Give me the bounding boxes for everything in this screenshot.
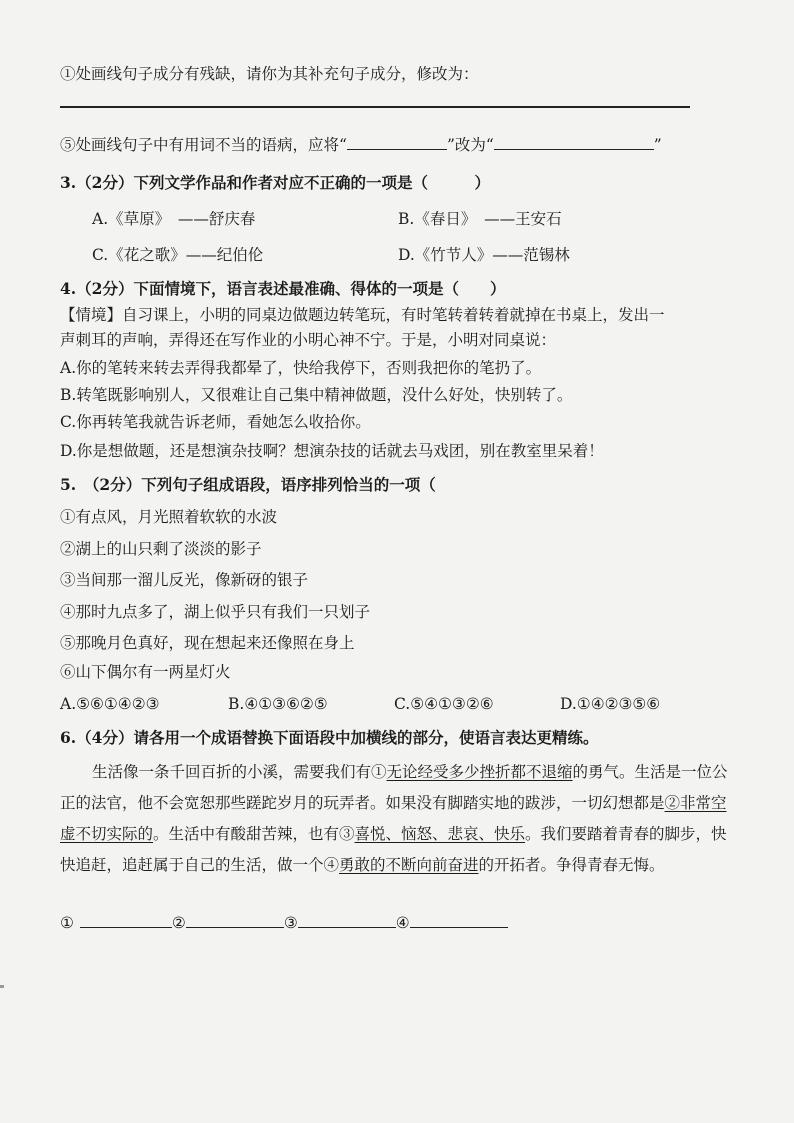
q2-blank-original[interactable] [347, 135, 447, 150]
q2-blank-replacement[interactable] [494, 135, 654, 150]
q5-sentence-5: ⑤那晚月色真好，现在想起来还像照在身上 [60, 634, 355, 652]
q6-answer-blank-3[interactable] [298, 913, 396, 928]
q6-answer-blank-1[interactable] [80, 913, 172, 928]
q6-stem: 6.（4分）请各用一个成语替换下面语段中加横线的部分，使语言表达更精练。 [60, 728, 599, 747]
q5-option-d: D.①④②③⑤⑥ [560, 695, 661, 713]
q5-sentence-1: ①有点风，月光照着软软的水波 [60, 508, 278, 526]
q5-sentence-6: ⑥山下偶尔有一两星灯火 [60, 663, 231, 681]
q4-context-2: 声刺耳的声响，弄得还在写作业的小明心神不宁。于是，小明对同桌说： [60, 331, 557, 349]
q3-option-c: C.《花之歌》——纪伯伦 [92, 246, 264, 264]
q5-sentence-2: ②湖上的山只剩了淡淡的影子 [60, 540, 262, 558]
q6-answer-blank-4[interactable] [410, 913, 508, 928]
scan-edge-mark [0, 985, 4, 988]
q4-option-c: C.你再转笔我就告诉老师，看她怎么收拾你。 [60, 413, 371, 431]
q6-underline-1: 无论经受多少挫折都不退缩 [386, 763, 573, 781]
q5-sentence-3: ③当间那一溜儿反光，像新砑的银子 [60, 571, 309, 589]
q2-line5: ⑤处画线句子中有用词不当的语病，应将“ ”改为“ ” [60, 136, 662, 154]
q5-sentence-4: ④那时九点多了，湖上似乎只有我们一只划子 [60, 603, 371, 621]
q6-underline-3: 喜悦、恼怒、悲哀、快乐 [354, 825, 526, 843]
q5-stem: 5. （2分）下列句子组成语段，语序排列恰当的一项（ [60, 475, 436, 494]
q4-option-a: A.你的笔转来转去弄得我都晕了，快给我停下，否则我把你的笔扔了。 [60, 359, 542, 377]
q3-option-a: A.《草原》 ——舒庆春 [92, 210, 256, 228]
q6-underline-2: ②非常空虚不切实际的 [60, 794, 727, 843]
q4-context-1: 【情境】自习课上，小明的同桌边做题边转笔玩，有时笔转着转着就掉在书桌上，发出一 [60, 306, 665, 324]
q5-option-b: B.④①③⑥②⑤ [228, 695, 328, 713]
q5-option-c: C.⑤④①③②⑥ [394, 695, 494, 713]
q6-passage: 生活像一条千回百折的小溪，需要我们有①无论经受多少挫折都不退缩的勇气。生活是一位公正的法官，他不会宽恕那些蹉跎岁月的玩弄者。如果没有脚踏实地的跋涉，一切幻想都是②非常空虚不切实际的。生活中有酸甜苦辣，也有③喜悦、恼怒、悲哀、快乐。我们要踏着青春的脚步，快快追赶，追赶属于自己的生活，做一个④勇敢的不断向前奋进的开拓者。争得青春无悔。 [60, 763, 728, 874]
q4-stem: 4.（2分）下面情境下，语言表述最准确、得体的一项是（ ） [60, 279, 506, 298]
q4-option-b: B.转笔既影响别人，又很难让自己集中精神做题，没什么好处，快别转了。 [60, 386, 573, 404]
q2-answer-line[interactable] [60, 106, 690, 108]
q3-option-b: B.《春日》 ——王安石 [398, 210, 562, 228]
q3-option-d: D.《竹节人》——范锡林 [398, 246, 570, 264]
q6-answer-row: ① ② ③ ④ [60, 912, 508, 934]
q6-answer-blank-2[interactable] [186, 913, 284, 928]
q2-line1: ①处画线句子成分有残缺，请你为其补充句子成分，修改为： [60, 65, 479, 83]
q5-option-a: A.⑤⑥①④②③ [60, 695, 160, 713]
q3-stem: 3.（2分）下列文学作品和作者对应不正确的一项是（ ） [60, 173, 490, 192]
q4-option-d: D.你是想做题，还是想演杂技啊？想演杂技的话就去马戏团，别在教室里呆着！ [60, 442, 604, 460]
q6-underline-4: 勇敢的不断向前奋进 [339, 856, 479, 874]
